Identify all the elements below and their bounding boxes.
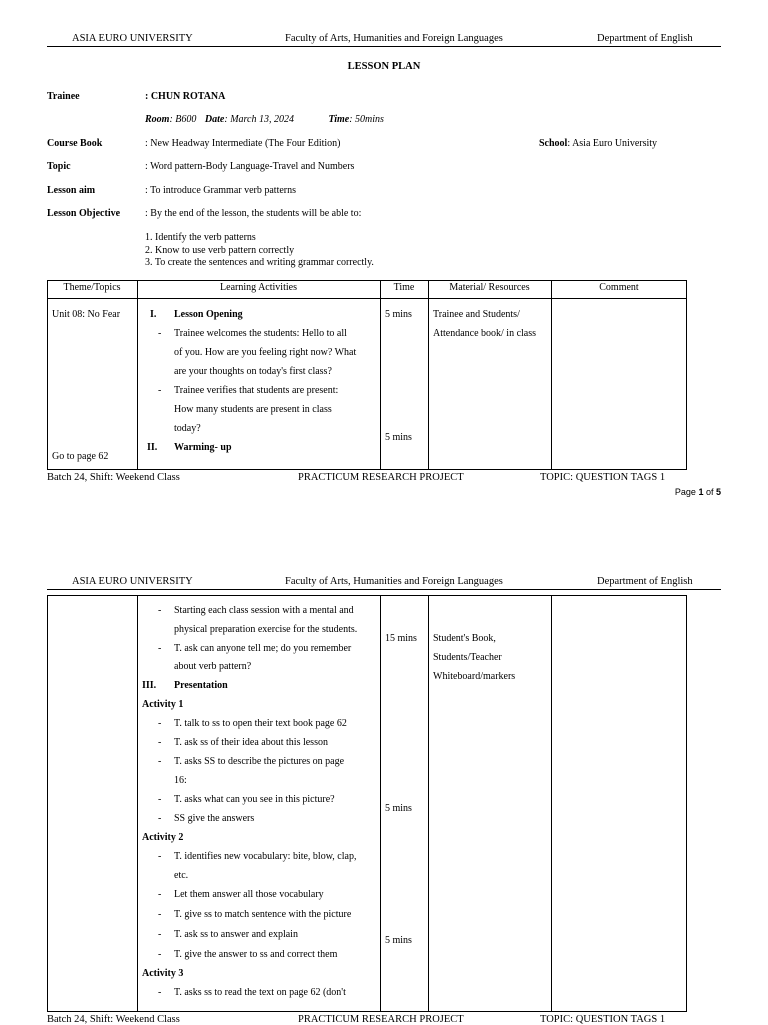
aim-value: : To introduce Grammar verb patterns [145, 185, 297, 196]
objective-item: 2. Know to use verb pattern correctly [145, 244, 295, 256]
activity-line: of you. How are you feeling right now? What [174, 347, 357, 358]
bullet-dash: - [158, 889, 162, 900]
date-label: Date [204, 114, 225, 125]
page-current: 1 [698, 487, 704, 497]
activity-line: T. identifies new vocabulary: bite, blow, clap, [174, 851, 357, 862]
activity-line: etc. [174, 870, 189, 881]
bullet-dash: - [158, 813, 162, 824]
section-title: Lesson Opening [174, 309, 243, 320]
activity-line: T. give ss to match sentence with the picture [174, 909, 352, 920]
activity-line: SS give the answers [174, 813, 255, 824]
header-rule [47, 46, 721, 47]
page-title: LESSON PLAN [347, 61, 421, 72]
topic-label: Topic [47, 161, 71, 172]
lesson-table-page-2 [47, 595, 687, 1012]
objective-label: Lesson Objective [47, 208, 121, 219]
time-value: 5 mins [385, 432, 412, 443]
bullet-dash: - [158, 756, 162, 767]
activity-line: are your thoughts on today's first class? [174, 366, 332, 377]
objectives-list [145, 232, 374, 270]
coursebook-label: Course Book [47, 138, 103, 149]
bullet-dash: - [158, 643, 162, 654]
activity-line: Trainee verifies that students are present: [174, 385, 339, 396]
activity-line: T. asks ss to read the text on page 62 (don't [174, 987, 346, 998]
page-number [675, 487, 721, 497]
activity-line: Trainee welcomes the students: Hello to all [174, 328, 347, 339]
section-number: III. [142, 680, 157, 691]
header-university: ASIA EURO UNIVERSITY [72, 576, 193, 587]
page-of: of [703, 487, 716, 497]
section-title: Warming- up [174, 442, 232, 453]
activity-heading [142, 964, 183, 983]
topic-value: : Word pattern-Body Language-Travel and Numbers [145, 161, 355, 172]
activity-heading [142, 828, 183, 847]
activity-2-label: Activity 2 [142, 832, 184, 843]
school-line [539, 138, 657, 149]
activity-3-label: Activity 3 [142, 968, 184, 979]
header-faculty: Faculty of Arts, Humanities and Foreign Languages [285, 576, 503, 587]
material-line: Student's Book, [433, 633, 496, 644]
material-line: Students/Teacher [433, 652, 502, 663]
bullet-dash: - [158, 737, 162, 748]
activity-1-label: Activity 1 [142, 699, 184, 710]
table-col-divider [428, 595, 429, 1012]
trainee-value: : CHUN ROTANA [145, 91, 226, 102]
trainee-label: Trainee [47, 91, 80, 102]
header-comment: Comment [599, 282, 639, 293]
bullet-dash: - [158, 851, 162, 862]
school-label: School [539, 138, 568, 149]
time-label: Time [328, 114, 350, 125]
activity-line: T. ask can anyone tell me; do you remember [174, 643, 352, 654]
footer-batch: Batch 24, Shift: Weekend Class [47, 1014, 180, 1025]
time-value: : 50mins [349, 114, 384, 125]
header-faculty: Faculty of Arts, Humanities and Foreign Languages [285, 33, 503, 44]
page-total: 5 [715, 487, 721, 497]
table-col-divider [380, 595, 381, 1012]
header-time: Time [393, 282, 415, 293]
bullet-dash: - [158, 949, 162, 960]
header-university: ASIA EURO UNIVERSITY [72, 33, 193, 44]
time-value: 5 mins [385, 309, 412, 320]
coursebook-value: : New Headway Intermediate (The Four Edition) [145, 138, 341, 149]
header-material: Material/ Resources [449, 282, 530, 293]
section-number: I. [150, 309, 157, 320]
activity-line: physical preparation exercise for the students. [174, 624, 358, 635]
activity-line: T. asks SS to describe the pictures on page [174, 756, 345, 767]
objective-item: 3. To create the sentences and writing grammar correctly. [145, 257, 374, 268]
footer-topic: TOPIC: QUESTION TAGS 1 [540, 472, 666, 483]
footer-project: PRACTICUM RESEARCH PROJECT [298, 1014, 464, 1025]
header-department: Department of English [597, 33, 693, 44]
objective-value: : By the end of the lesson, the students will be able to: [145, 208, 362, 219]
objective-item: 1. Identify the verb patterns [145, 232, 256, 243]
material-line: Whiteboard/markers [433, 671, 516, 682]
bullet-dash: - [158, 929, 162, 940]
activity-line: How many students are present in class [174, 404, 332, 415]
bullet-dash: - [158, 987, 162, 998]
activity-line: T. ask ss of their idea about this lesson [174, 737, 328, 748]
room-label: Room [145, 114, 170, 125]
room-date-time-line [145, 114, 384, 125]
room-value: : B600 [169, 114, 197, 125]
table-col-divider [551, 595, 552, 1012]
table-col-divider [428, 280, 429, 470]
activity-line: about verb pattern? [174, 661, 252, 672]
table-col-divider [380, 280, 381, 470]
header-rule [47, 589, 721, 590]
bullet-dash: - [158, 909, 162, 920]
activity-line: today? [174, 423, 201, 434]
activity-line: Let them answer all those vocabulary [174, 889, 324, 900]
footer-topic: TOPIC: QUESTION TAGS 1 [540, 1014, 666, 1025]
bullet-dash: - [158, 718, 162, 729]
page-prefix: Page [674, 487, 699, 497]
material-line: Trainee and Students/ [433, 309, 520, 320]
activity-heading [142, 695, 183, 714]
header-activities: Learning Activities [220, 282, 297, 293]
activity-line: T. talk to ss to open their text book page 62 [174, 718, 347, 729]
activity-line: T. asks what can you see in this picture? [174, 794, 335, 805]
time-value: 5 mins [385, 803, 412, 814]
activity-line: Starting each class session with a mental and [174, 605, 354, 616]
table-header-divider [47, 298, 687, 299]
header-theme: Theme/Topics [63, 282, 121, 293]
activity-line: 16: [174, 775, 187, 786]
theme-unit: Unit 08: No Fear [52, 309, 121, 320]
aim-label: Lesson aim [47, 185, 96, 196]
table-col-divider [137, 595, 138, 1012]
lesson-table-page-1 [47, 280, 687, 470]
footer-batch: Batch 24, Shift: Weekend Class [47, 472, 180, 483]
activity-line: T. give the answer to ss and correct them [174, 949, 338, 960]
material-line: Attendance book/ in class [433, 328, 537, 339]
table-col-divider [551, 280, 552, 470]
header-department: Department of English [597, 576, 693, 587]
section-number: II. [147, 442, 158, 453]
time-value: 15 mins [385, 633, 417, 644]
school-value: : Asia Euro University [567, 138, 658, 149]
bullet-dash: - [158, 794, 162, 805]
footer-project: PRACTICUM RESEARCH PROJECT [298, 472, 464, 483]
section-title: Presentation [174, 680, 228, 691]
goto-page: Go to page 62 [52, 451, 109, 462]
table-col-divider [137, 280, 138, 470]
date-value: : March 13, 2024 [224, 114, 294, 125]
bullet-dash: - [158, 328, 162, 339]
bullet-dash: - [158, 385, 162, 396]
activity-line: T. ask ss to answer and explain [174, 929, 298, 940]
time-value: 5 mins [385, 935, 412, 946]
bullet-dash: - [158, 605, 162, 616]
